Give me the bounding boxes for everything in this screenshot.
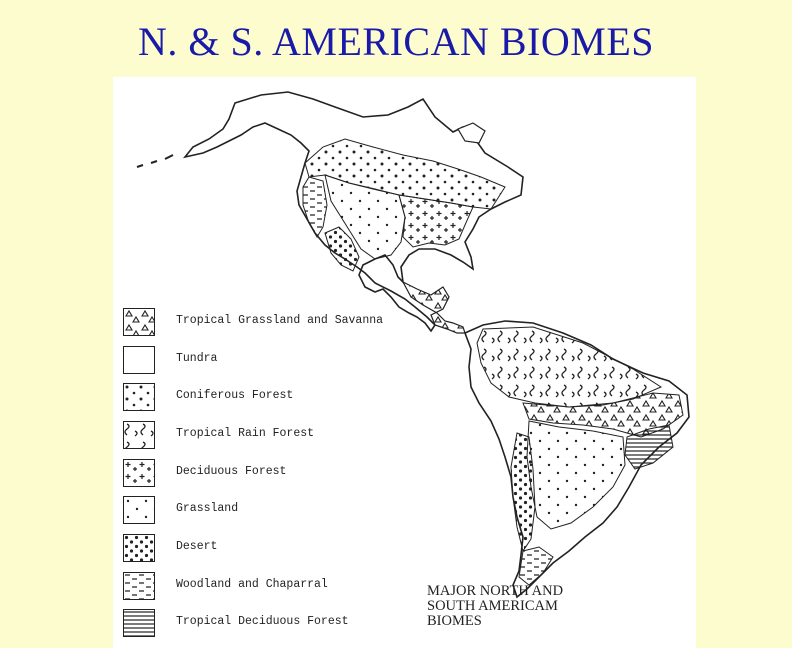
map-legend <box>113 77 696 648</box>
legend-item <box>123 572 423 606</box>
plus-swatch-icon <box>123 459 155 487</box>
legend-label: Tropical Deciduous Forest <box>176 615 349 628</box>
legend-item <box>123 383 423 417</box>
legend-item <box>123 308 423 342</box>
dense-dots-swatch-icon <box>123 534 155 562</box>
legend-label: Tropical Grassland and Savanna <box>176 314 384 327</box>
legend-label: Coniferous Forest <box>176 389 294 402</box>
waves-swatch-icon <box>123 421 155 449</box>
legend-label: Tropical Rain Forest <box>176 427 315 440</box>
page-title: N. & S. AMERICAN BIOMES <box>137 19 654 64</box>
legend-item <box>123 459 423 493</box>
legend-item <box>123 609 423 643</box>
caption-line: BIOMES <box>427 613 482 629</box>
legend-label: Desert <box>176 540 218 553</box>
dashes-swatch-icon <box>123 572 155 600</box>
legend-item <box>123 346 423 380</box>
caption-line: MAJOR NORTH AND <box>427 583 564 599</box>
legend-label: Tundra <box>176 352 218 365</box>
legend-label: Grassland <box>176 502 239 515</box>
blank-swatch-icon <box>123 346 155 374</box>
caption-line: SOUTH AMERICAM <box>427 598 558 614</box>
triangles-swatch-icon <box>123 308 155 336</box>
legend-label: Deciduous Forest <box>176 465 287 478</box>
legend-item <box>123 496 423 530</box>
legend-item <box>123 534 423 568</box>
legend-label: Woodland and Chaparral <box>176 578 328 591</box>
map-caption <box>427 584 627 629</box>
hlines-swatch-icon <box>123 609 155 637</box>
legend-item <box>123 421 423 455</box>
biome-map-figure <box>113 77 696 648</box>
sparse-dots-swatch-icon <box>123 496 155 524</box>
dots-swatch-icon <box>123 383 155 411</box>
